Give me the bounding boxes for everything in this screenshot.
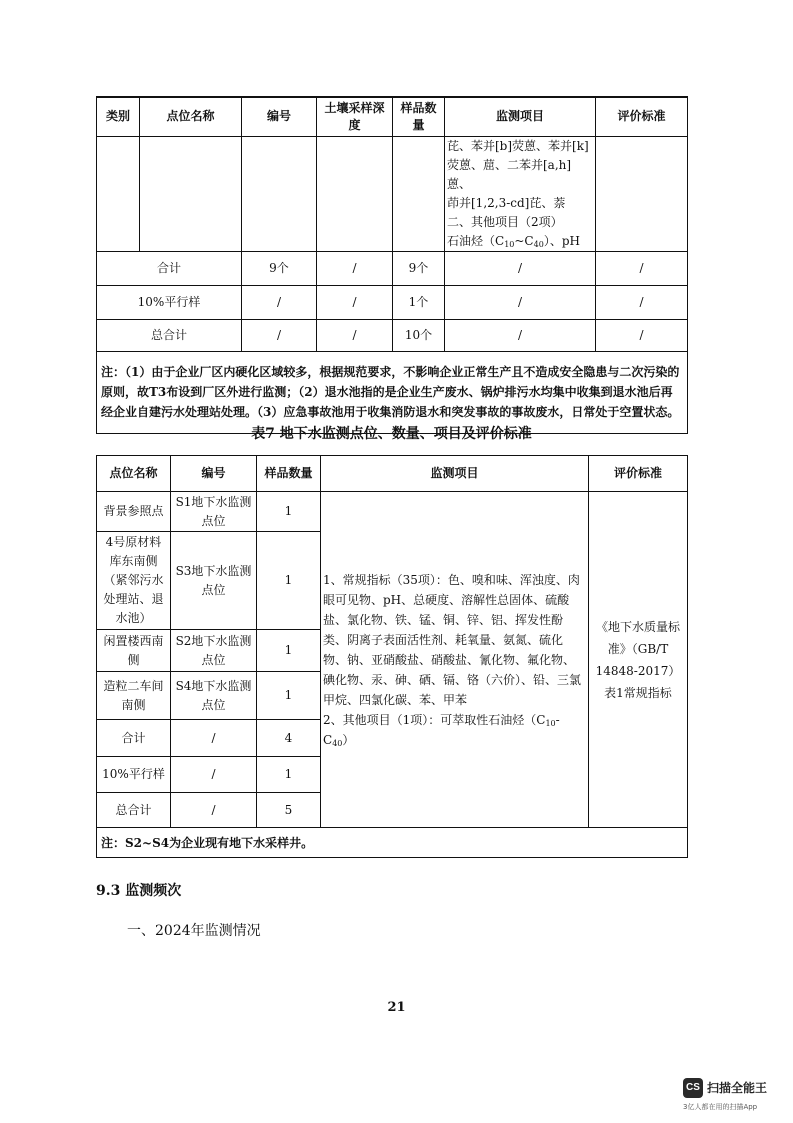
row-point-name: 合计 bbox=[97, 720, 171, 757]
items-line: 茚并[1,2,3-cd]芘、萘 bbox=[447, 195, 566, 210]
items-line bbox=[447, 232, 592, 251]
row-qty: 5 bbox=[257, 793, 321, 828]
row-id: / bbox=[242, 319, 317, 351]
row-qty: 10个 bbox=[393, 319, 445, 351]
items-text: 2、其他项目（1项）：可萃取性石油烃（C bbox=[323, 712, 546, 727]
row-qty: 1 bbox=[257, 532, 321, 630]
subsection-heading: 一、2024年监测情况 bbox=[127, 923, 261, 939]
header-id: 编号 bbox=[242, 97, 317, 136]
row-depth: / bbox=[317, 251, 393, 285]
table-cell bbox=[317, 136, 393, 251]
table-caption: 表7 地下水监测点位、数量、项目及评价标准 bbox=[251, 426, 532, 442]
row-standard: / bbox=[596, 319, 688, 351]
table-note-row bbox=[97, 828, 688, 858]
table-cell bbox=[242, 136, 317, 251]
table-cell bbox=[393, 136, 445, 251]
scanner-app-name: 扫描全能王 bbox=[707, 1081, 768, 1095]
table-header-row bbox=[97, 456, 688, 492]
table-row bbox=[97, 285, 688, 319]
evaluation-standard-cell: 《地下水质量标准》（GB/T 14848-2017）表1常规指标 bbox=[589, 492, 688, 828]
items-line: 二、其他项目（2项） bbox=[447, 214, 563, 229]
row-id: / bbox=[242, 285, 317, 319]
row-id: 9个 bbox=[242, 251, 317, 285]
section-heading: 9.3 监测频次 bbox=[96, 883, 182, 899]
header-standard: 评价标准 bbox=[596, 97, 688, 136]
row-label: 合计 bbox=[97, 251, 242, 285]
subscript: 40 bbox=[533, 239, 544, 249]
table-note: 注：（1）由于企业厂区内硬化区域较多，根据规范要求，不影响企业正常生产且不造成安全隐患与二次污染的原则，故T3布设到厂区外进行监测；（2）退水池指的是企业生产废水、锅炉排污水均集中收集到退水池后再经企业自建污水处理站处理。（3）应急事故池用于收集消防退水和突发事故的事故废水，日常处于空置状态。 bbox=[97, 351, 688, 433]
items-text: -C bbox=[323, 712, 560, 747]
row-id: / bbox=[171, 757, 257, 793]
header-items: 监测项目 bbox=[321, 456, 589, 492]
groundwater-monitoring-table bbox=[96, 455, 688, 858]
scanner-watermark bbox=[683, 1078, 783, 1118]
row-depth: / bbox=[317, 285, 393, 319]
row-point-name: 造粒二车间南侧 bbox=[97, 672, 171, 720]
header-standard: 评价标准 bbox=[589, 456, 688, 492]
row-point-name: 背景参照点 bbox=[97, 492, 171, 532]
table-row bbox=[97, 136, 688, 251]
header-items: 监测项目 bbox=[445, 97, 596, 136]
row-qty: 1 bbox=[257, 672, 321, 720]
row-standard: / bbox=[596, 251, 688, 285]
items-text: ） bbox=[342, 732, 355, 747]
header-sample-qty: 样品数量 bbox=[393, 97, 445, 136]
items-line: 荧蒽、䓛、二苯并[a,h]蒽、 bbox=[447, 157, 572, 191]
row-id: / bbox=[171, 793, 257, 828]
table-cell bbox=[140, 136, 242, 251]
table-row bbox=[97, 319, 688, 351]
row-qty: 1 bbox=[257, 757, 321, 793]
table-note-row bbox=[97, 351, 688, 433]
row-qty: 1 bbox=[257, 492, 321, 532]
row-depth: / bbox=[317, 319, 393, 351]
header-category: 类别 bbox=[97, 97, 140, 136]
row-point-name: 10%平行样 bbox=[97, 757, 171, 793]
table-row bbox=[97, 251, 688, 285]
table-cell bbox=[596, 136, 688, 251]
items-continuation-cell bbox=[445, 136, 596, 251]
table-note: 注：S2~S4为企业现有地下水采样井。 bbox=[97, 828, 688, 858]
items-text: ）、pH bbox=[543, 233, 580, 248]
row-items: / bbox=[445, 285, 596, 319]
row-qty: 9个 bbox=[393, 251, 445, 285]
page-number: 21 bbox=[387, 1000, 406, 1015]
table-header-row bbox=[97, 97, 688, 136]
row-label: 总合计 bbox=[97, 319, 242, 351]
row-items: / bbox=[445, 319, 596, 351]
subscript: 10 bbox=[504, 239, 515, 249]
row-standard: / bbox=[596, 285, 688, 319]
items-other bbox=[323, 710, 585, 750]
header-sample-qty: 样品数量 bbox=[257, 456, 321, 492]
row-id: S3地下水监测点位 bbox=[171, 532, 257, 630]
items-text: 石油烃（C bbox=[447, 233, 505, 248]
row-point-name: 4号原材料库东南侧（紧邻污水处理站、退水池） bbox=[97, 532, 171, 630]
header-point-name: 点位名称 bbox=[140, 97, 242, 136]
scanner-tagline: 3亿人都在用的扫描App bbox=[683, 1103, 758, 1111]
row-id: / bbox=[171, 720, 257, 757]
row-qty: 1个 bbox=[393, 285, 445, 319]
table-row bbox=[97, 492, 688, 532]
header-id: 编号 bbox=[171, 456, 257, 492]
header-point-name: 点位名称 bbox=[97, 456, 171, 492]
row-id: S2地下水监测点位 bbox=[171, 630, 257, 672]
row-id: S4地下水监测点位 bbox=[171, 672, 257, 720]
row-id: S1地下水监测点位 bbox=[171, 492, 257, 532]
row-point-name: 总合计 bbox=[97, 793, 171, 828]
header-soil-depth: 土壤采样深度 bbox=[317, 97, 393, 136]
row-qty: 1 bbox=[257, 630, 321, 672]
subscript: 10 bbox=[545, 718, 556, 728]
table-cell bbox=[97, 136, 140, 251]
row-point-name: 闲置楼西南侧 bbox=[97, 630, 171, 672]
subscript: 40 bbox=[332, 738, 343, 748]
items-text: ~C bbox=[514, 233, 534, 248]
row-qty: 4 bbox=[257, 720, 321, 757]
monitoring-items-cell bbox=[321, 492, 589, 828]
items-main: 1、常规指标（35项）：色、嗅和味、浑浊度、肉眼可见物、pH、总硬度、溶解性总固体、硫酸盐、氯化物、铁、锰、铜、锌、铝、挥发性酚类、阴离子表面活性剂、耗氧量、氨氮、硫化物、钠、亚硝酸盐、硝酸盐、氰化物、氟化物、碘化物、汞、砷、硒、镉、铬（六价）、铅、三氯甲烷、四氯化碳、苯、甲苯 bbox=[323, 572, 582, 707]
soil-monitoring-table bbox=[96, 96, 688, 434]
scanner-logo-icon: CS bbox=[683, 1078, 703, 1098]
row-items: / bbox=[445, 251, 596, 285]
row-label: 10%平行样 bbox=[97, 285, 242, 319]
items-line: 芘、苯并[b]荧蒽、苯并[k] bbox=[447, 138, 589, 153]
